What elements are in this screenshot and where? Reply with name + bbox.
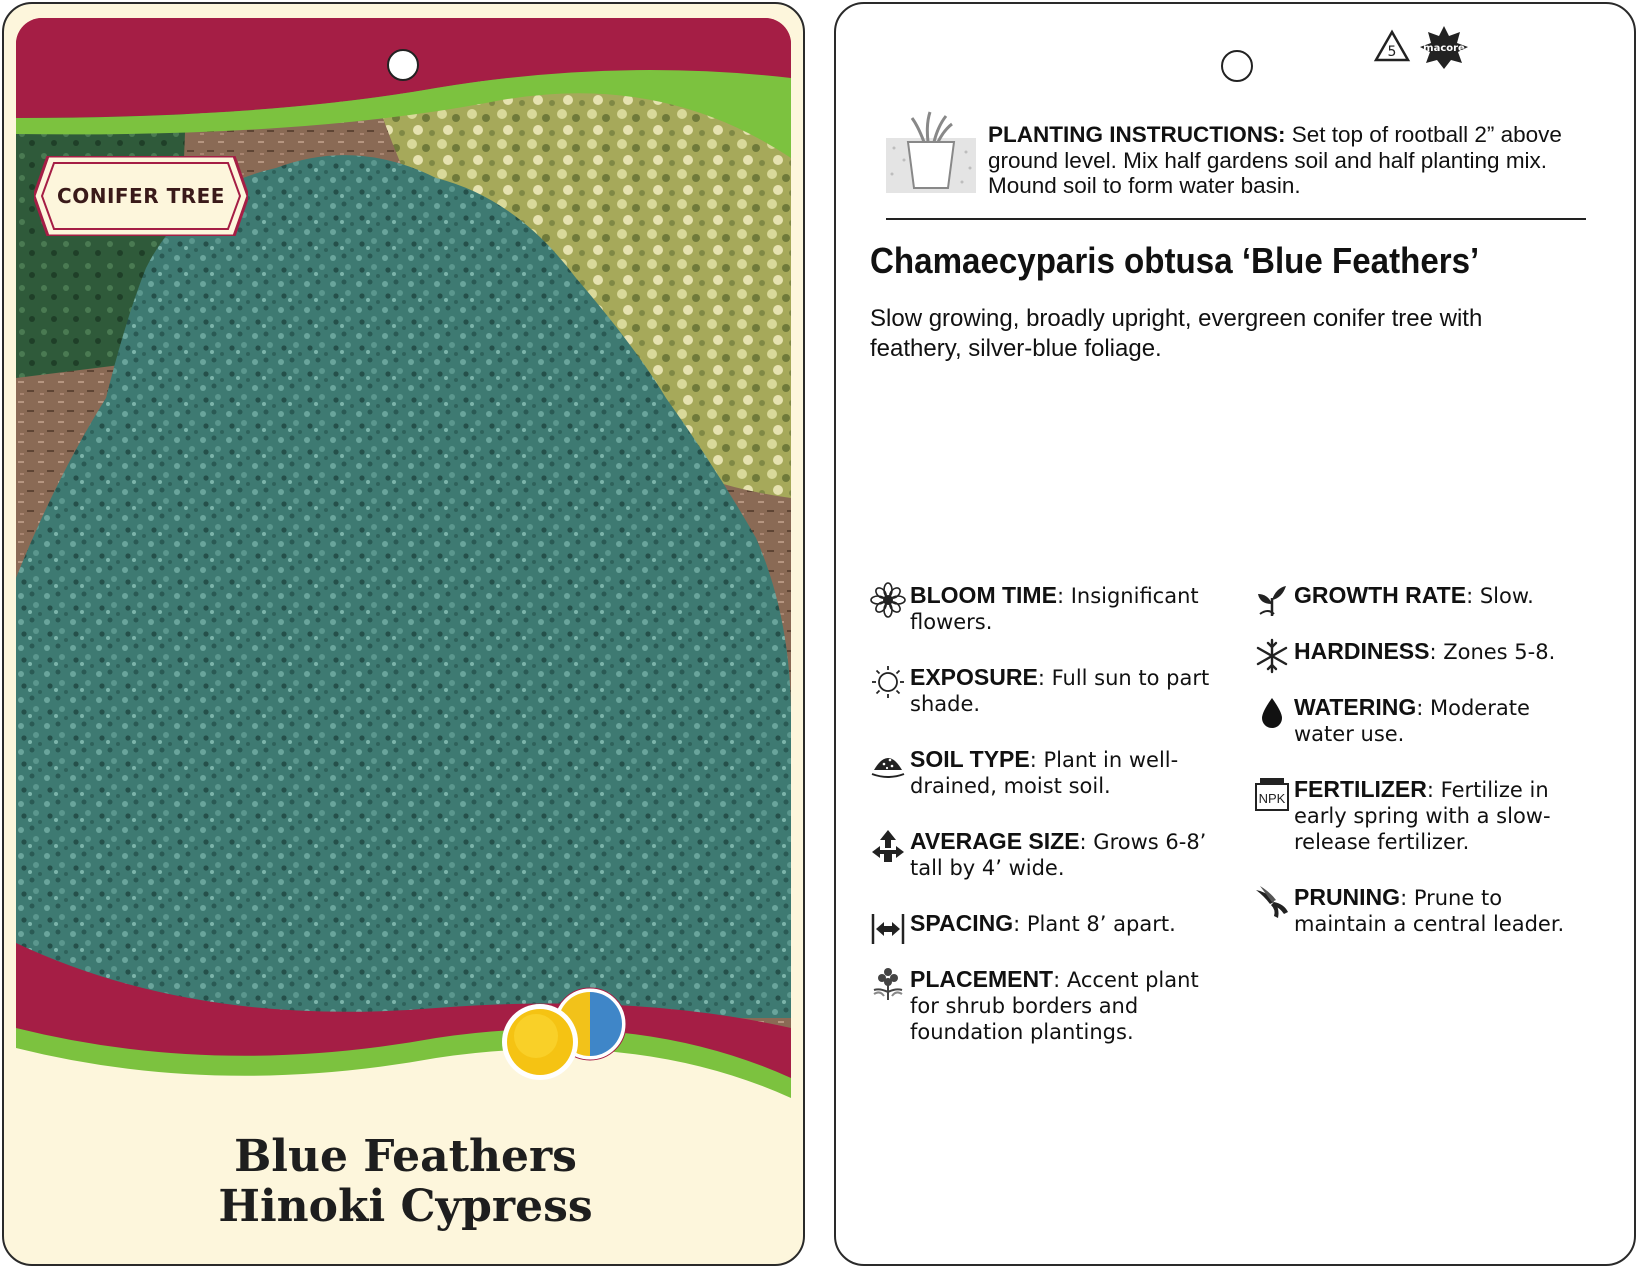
attr-value: : Plant 8’ apart. — [1013, 912, 1176, 936]
exposure-icons — [502, 984, 642, 1084]
pruners-icon — [1254, 884, 1290, 920]
soil-icon — [870, 746, 906, 782]
badge-label: CONIFER TREE — [57, 184, 225, 208]
attr-value: : Full sun to part shade. — [910, 666, 1210, 716]
botanical-name: Chamaecyparis obtusa ‘Blue Feathers’ — [870, 240, 1480, 281]
attr-value: : Accent plant for shrub borders and foundation plantings. — [910, 968, 1199, 1044]
attr-value: : Prune to maintain a central leader. — [1294, 886, 1565, 936]
full-sun-icon — [502, 1004, 578, 1080]
planting-instructions — [886, 108, 1586, 200]
attr-label: HARDINESS — [1294, 638, 1430, 664]
attr-label: AVERAGE SIZE — [910, 828, 1080, 854]
npk-icon — [1254, 776, 1290, 812]
category-badge — [34, 156, 248, 236]
sun-icon — [870, 664, 906, 700]
attr-label: SOIL TYPE — [910, 746, 1030, 772]
pot-icon — [886, 108, 976, 198]
flower-icon — [870, 582, 906, 618]
attr-label: GROWTH RATE — [1294, 582, 1467, 608]
spacing-icon — [870, 910, 906, 946]
attr-value: : Zones 5-8. — [1429, 640, 1556, 664]
planting-label: PLANTING INSTRUCTIONS: — [988, 122, 1286, 147]
attr-label: EXPOSURE — [910, 664, 1038, 690]
plant-description: Slow growing, broadly upright, evergreen conifer tree with feathery, silver-blue foliage. — [870, 305, 1483, 362]
divider — [886, 218, 1586, 220]
size-icon — [870, 828, 906, 864]
tag-back — [834, 2, 1636, 1266]
svg-text:NPK: NPK — [1258, 791, 1286, 806]
tag-front — [2, 2, 805, 1266]
attr-label: WATERING — [1294, 694, 1417, 720]
hang-hole — [1221, 50, 1253, 82]
attr-label: BLOOM TIME — [910, 582, 1057, 608]
attr-value: : Fertilize in early spring with a slow-release fertilizer. — [1294, 778, 1551, 854]
recycle-icon — [1372, 24, 1476, 70]
attr-value: : Insignificant flowers. — [910, 584, 1199, 634]
attr-label: PLACEMENT — [910, 966, 1054, 992]
common-name-line1: Blue Feathers — [234, 1131, 577, 1182]
attr-label: PRUNING — [1294, 884, 1401, 910]
planting-body: Set top of rootball 2” above ground level. Mix half gardens soil and half planting mix. Mound soil to form water basin. — [988, 122, 1562, 198]
common-name — [4, 1132, 805, 1232]
attr-value: : Grows 6-8’ tall by 4’ wide. — [910, 830, 1207, 880]
water-drop-icon — [1254, 694, 1290, 730]
attr-value: : Slow. — [1466, 584, 1534, 608]
common-name-line2: Hinoki Cypress — [218, 1181, 593, 1232]
placement-icon — [870, 966, 906, 1002]
attr-value: : Plant in well-drained, moist soil. — [910, 748, 1179, 798]
snowflake-icon — [1254, 638, 1290, 674]
attr-label: SPACING — [910, 910, 1014, 936]
attr-label: FERTILIZER — [1294, 776, 1427, 802]
hang-hole — [387, 49, 419, 81]
planting-text — [988, 122, 1588, 199]
svg-text:5: 5 — [1387, 44, 1397, 60]
sprout-icon — [1254, 582, 1290, 618]
macore-logo: macore — [1423, 43, 1465, 54]
attr-value: : Moderate water use. — [1294, 696, 1530, 746]
